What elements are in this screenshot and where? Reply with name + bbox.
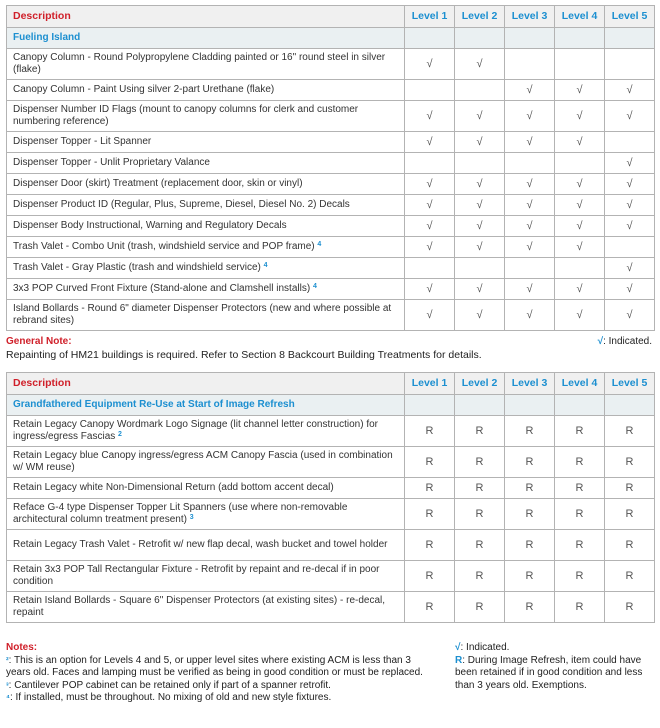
level-2-cell: √ [455,49,505,80]
grandfathered-equipment-table [6,372,655,623]
footnote-marker: 3 [189,514,194,521]
level-1-cell [405,153,455,174]
level-5-cell: √ [605,80,655,101]
table-row [7,101,655,132]
table-row [7,530,655,561]
row-description: Dispenser Body Instructional, Warning and Regulatory Decals [7,216,405,237]
section-title: Grandfathered Equipment Re-Use at Start of Image Refresh [7,395,405,416]
level-1-cell: √ [405,195,455,216]
row-description: Dispenser Topper - Lit Spanner [7,132,405,153]
level-3-cell [505,49,555,80]
table-row [7,216,655,237]
table-row [7,153,655,174]
check-icon: √ [597,336,604,347]
level-4-cell: √ [555,237,605,258]
row-description: Island Bollards - Round 6" diameter Dispenser Protectors (new and where possible at rebrand sites) [7,300,405,331]
level-2-cell: R [455,499,505,530]
header-level-5: Level 5 [605,373,655,395]
level-2-cell: √ [455,174,505,195]
level-3-cell: √ [505,300,555,331]
general-note-legend: √: Indicated. [597,336,652,347]
row-description: Dispenser Number ID Flags (mount to canopy columns for clerk and customer numbering reference) [7,101,405,132]
level-4-cell [555,49,605,80]
level-1-cell: R [405,561,455,592]
level-3-cell: √ [505,216,555,237]
level-2-cell: R [455,530,505,561]
row-description: Dispenser Door (skirt) Treatment (replacement door, skin or vinyl) [7,174,405,195]
level-2-cell: √ [455,132,505,153]
level-2-cell: R [455,447,505,478]
general-note-text: Repainting of HM21 buildings is required. Refer to Section 8 Backcourt Building Treatments for details. [6,348,482,361]
level-4-cell: R [555,499,605,530]
table-row [7,132,655,153]
level-3-cell: √ [505,174,555,195]
section-row [7,28,655,49]
level-5-cell: √ [605,153,655,174]
note-item: $^{^2}$: This is an option for Levels 4 and 5, or upper level sites where existing ACM is less than 3 years old. Faces and lamping must be verified as being in good condition or must be replaced. [6,654,423,678]
level-1-cell: √ [405,237,455,258]
header-level-4: Level 4 [555,6,605,28]
level-2-cell: R [455,561,505,592]
level-3-cell: √ [505,101,555,132]
level-1-cell [405,258,455,279]
level-1-cell: √ [405,101,455,132]
level-3-cell: R [505,530,555,561]
level-1-cell: R [405,592,455,623]
header-description: Description [7,6,405,28]
table-header [7,373,655,395]
level-3-cell: R [505,416,555,447]
level-1-cell: √ [405,132,455,153]
level-1-cell: √ [405,174,455,195]
table-row [7,592,655,623]
level-4-cell [555,258,605,279]
row-description: Retain Island Bollards - Square 6" Dispenser Protectors (at existing sites) - re-decal, repaint [7,592,405,623]
level-2-cell: √ [455,300,505,331]
level-3-cell: R [505,499,555,530]
level-5-cell [605,237,655,258]
level-4-cell: √ [555,300,605,331]
row-description: Retain Legacy blue Canopy ingress/egress ACM Canopy Fascia (used in combination w/ WM reuse) [7,447,405,478]
header-level-3: Level 3 [505,373,555,395]
level-4-cell: R [555,530,605,561]
table-row [7,416,655,447]
fueling-island-table [6,5,655,331]
level-4-cell: √ [555,216,605,237]
footnote-marker: ³ [6,680,9,690]
table-row [7,174,655,195]
general-note-title: General Note: [6,336,72,347]
level-4-cell: R [555,416,605,447]
level-5-cell [605,49,655,80]
table-row [7,258,655,279]
section-row [7,395,655,416]
level-4-cell: √ [555,80,605,101]
level-4-cell: √ [555,195,605,216]
level-4-cell: √ [555,174,605,195]
level-4-cell: R [555,447,605,478]
note-item: $^{^3}$: Cantilever POP cabinet can be retained only if part of a spanner retrofit. [6,679,331,691]
level-5-cell: √ [605,300,655,331]
row-description: Reface G-4 type Dispenser Topper Lit Spanners (use where non-removable architectural column treatment present) $^3$ [7,499,405,530]
section-title: Fueling Island [7,28,405,49]
level-2-cell: √ [455,101,505,132]
row-description: Trash Valet - Gray Plastic (trash and windshield service) $^4$ [7,258,405,279]
notes-block [6,642,436,705]
table-row [7,80,655,101]
footnote-marker: 4 [317,240,322,248]
level-1-cell: R [405,416,455,447]
header-level-2: Level 2 [455,6,505,28]
header-level-1: Level 1 [405,373,455,395]
table-row [7,447,655,478]
notes-title: Notes: [6,642,38,653]
header-level-5: Level 5 [605,6,655,28]
level-5-cell: √ [605,174,655,195]
table-row [7,478,655,499]
level-1-cell: R [405,530,455,561]
level-5-cell: √ [605,216,655,237]
row-description: Retain Legacy Canopy Wordmark Logo Signage (lit channel letter construction) for ingress/egress Fascias $^2$ [7,416,405,447]
level-5-cell: √ [605,101,655,132]
row-description: Canopy Column - Round Polypropylene Cladding painted or 16" round steel in silver (flake) [7,49,405,80]
level-3-cell: √ [505,237,555,258]
retain-symbol: R [455,654,463,666]
level-4-cell: R [555,592,605,623]
table-header [7,6,655,28]
footnote-marker: 2 [118,431,122,438]
header-level-1: Level 1 [405,6,455,28]
level-5-cell: R [605,592,655,623]
level-1-cell: √ [405,49,455,80]
row-description: Dispenser Product ID (Regular, Plus, Supreme, Diesel, Diesel No. 2) Decals [7,195,405,216]
level-5-cell: R [605,499,655,530]
row-description: Retain 3x3 POP Tall Rectangular Fixture - Retrofit by repaint and re-decal if in poor condition [7,561,405,592]
level-2-cell: R [455,416,505,447]
level-5-cell: R [605,478,655,499]
table-row [7,300,655,331]
row-description: Retain Legacy white Non-Dimensional Return (add bottom accent decal) [7,478,405,499]
level-5-cell: R [605,447,655,478]
header-level-4: Level 4 [555,373,605,395]
footnote-marker: ² [6,655,9,665]
level-4-cell: √ [555,279,605,300]
footnote-marker: 4 [263,261,268,269]
level-5-cell: R [605,530,655,561]
level-1-cell [405,80,455,101]
row-description: Retain Legacy Trash Valet - Retrofit w/ new flap decal, wash bucket and towel holder [7,530,405,561]
header-level-2: Level 2 [455,373,505,395]
legend-item: √: Indicated. [455,642,510,653]
level-1-cell: √ [405,216,455,237]
table-row [7,279,655,300]
level-5-cell: R [605,416,655,447]
level-3-cell [505,153,555,174]
level-5-cell: √ [605,279,655,300]
level-2-cell [455,153,505,174]
level-3-cell: √ [505,80,555,101]
level-1-cell: R [405,499,455,530]
legend-item: R: During Image Refresh, item could have been retained if in good condition and less than 3 years old. Exemptions. [455,654,643,691]
level-4-cell: R [555,478,605,499]
level-2-cell: R [455,478,505,499]
table-row [7,195,655,216]
check-icon: √ [455,642,461,653]
general-note [6,336,654,361]
level-4-cell [555,153,605,174]
level-3-cell: √ [505,195,555,216]
header-description: Description [7,373,405,395]
row-description: 3x3 POP Curved Front Fixture (Stand-alone and Clamshell installs) $^4$ [7,279,405,300]
level-3-cell: √ [505,132,555,153]
table-row [7,237,655,258]
level-5-cell: √ [605,258,655,279]
table-row [7,499,655,530]
level-3-cell: R [505,561,555,592]
row-description: Trash Valet - Combo Unit (trash, windshield service and POP frame) $^4$ [7,237,405,258]
level-3-cell: R [505,592,555,623]
table-row [7,561,655,592]
level-2-cell: √ [455,195,505,216]
level-2-cell: √ [455,237,505,258]
level-2-cell [455,258,505,279]
footnote-marker: ⁴ [6,693,10,702]
level-1-cell: R [405,447,455,478]
level-3-cell [505,258,555,279]
level-4-cell: R [555,561,605,592]
footnote-marker: 4 [312,282,317,290]
row-description: Dispenser Topper - Unlit Proprietary Valance [7,153,405,174]
level-4-cell: √ [555,132,605,153]
level-5-cell: R [605,561,655,592]
level-5-cell [605,132,655,153]
level-2-cell [455,80,505,101]
level-1-cell: √ [405,279,455,300]
level-3-cell: R [505,447,555,478]
table-row [7,49,655,80]
level-3-cell: R [505,478,555,499]
level-4-cell: √ [555,101,605,132]
header-level-3: Level 3 [505,6,555,28]
level-2-cell: √ [455,279,505,300]
level-1-cell: √ [405,300,455,331]
level-1-cell: R [405,478,455,499]
notes-legend [455,642,655,692]
level-2-cell: √ [455,216,505,237]
level-5-cell: √ [605,195,655,216]
level-3-cell: √ [505,279,555,300]
note-item: $^{^4}$: If installed, must be throughout. No mixing of old and new style fixtures. [6,692,332,703]
level-2-cell: R [455,592,505,623]
row-description: Canopy Column - Paint Using silver 2-part Urethane (flake) [7,80,405,101]
